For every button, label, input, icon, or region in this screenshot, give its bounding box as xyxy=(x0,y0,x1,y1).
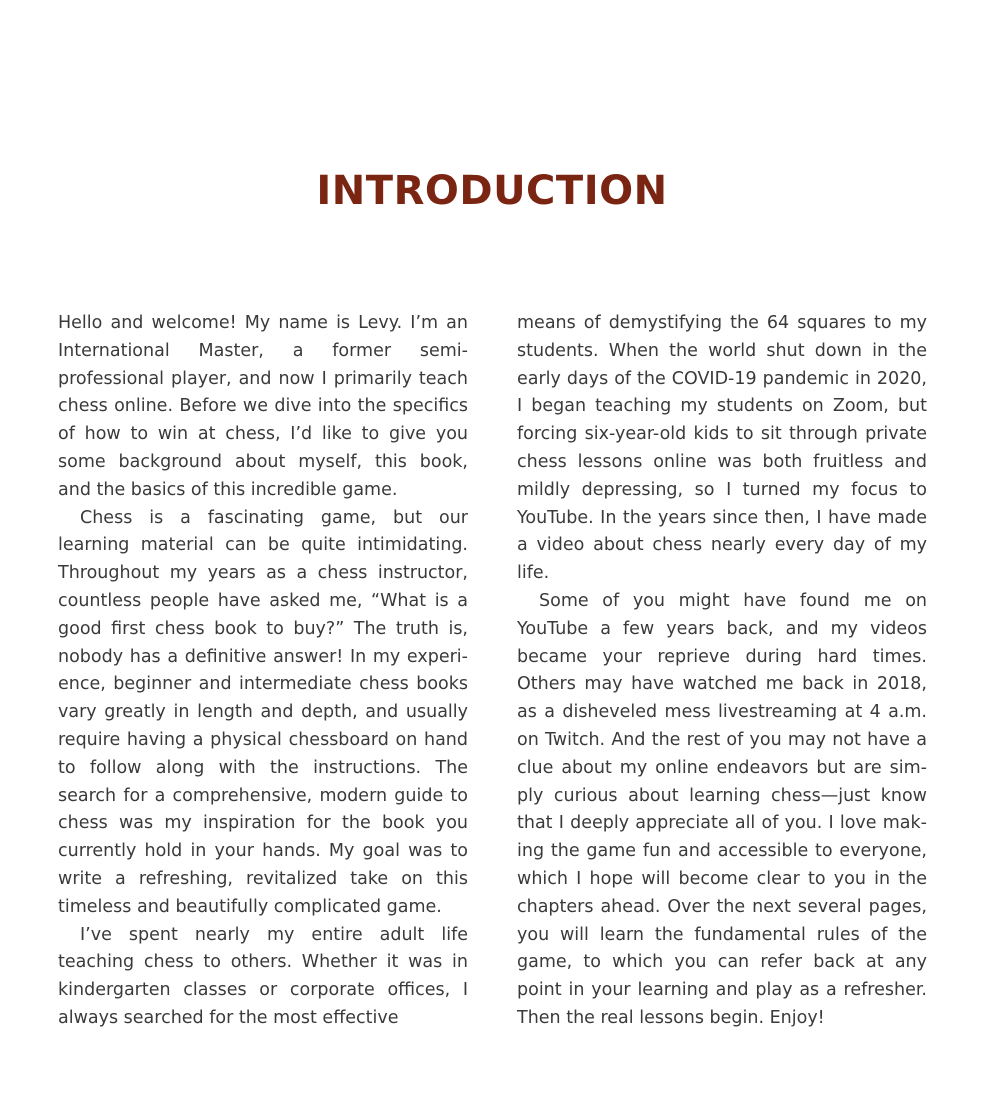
left-column xyxy=(58,310,468,1033)
paragraph-teaching-history: I’ve spent nearly my entire adult life teaching chess to others. Whether it was in kindergarten classes or corporate offices, I always searched for the most effective xyxy=(58,924,468,1028)
paragraph-pandemic-youtube: means of demystifying the 64 squares to my students. When the world shut down in the early days of the COVID-19 pandemic in 2020, I began teaching my students on Zoom, but forcing six-year-old kids to sit through private chess lessons online was both fruitless and mildly depressing, so I turned my focus to YouTube. In the years since then, I have made a video about chess nearly every day of my life. xyxy=(517,313,927,584)
paragraph-learning-material: Chess is a fascinating game, but our learning material can be quite intimidating. Throughout my years as a chess instructor, countless people have asked me, “What is a good first chess book to buy?” The truth is, nobody has a definitive answer! In my experience, beginner and intermediate chess books vary greatly in length and depth, and usually require having a physical chessboard on hand to follow along with the instructions. The search for a comprehensive, modern guide to chess was my inspiration for the book you currently hold in your hands. My goal was to write a refreshing, revitalized take on this timeless and beautifully complicated game. xyxy=(58,507,468,917)
page-title: INTRODUCTION xyxy=(316,168,668,214)
paragraph-audience: Some of you might have found me on YouTube a few years back, and my videos became your reprieve during hard times. Others may have watched me back in 2018, as a disheveled mess livestreaming at 4 a.m. on Twitch. And the rest of you may not have a clue about my online endeavors but are simply curious about learning chess—just know that I deeply appreciate all of you. I love making the game fun and accessible to everyone, which I hope will become clear to you in the chapters ahead. Over the next several pages, you will learn the fundamental rules of the game, to which you can refer back at any point in your learning and play as a refresher. Then the real lessons begin. Enjoy! xyxy=(517,590,927,1028)
right-column xyxy=(517,310,927,1033)
paragraph-welcome: Hello and welcome! My name is Levy. I’m an International Master, a former semi-professional player, and now I primarily teach chess online. Before we dive into the specifics of how to win at chess, I’d like to give you some background about myself, this book, and the basics of this incredible game. xyxy=(58,313,468,500)
